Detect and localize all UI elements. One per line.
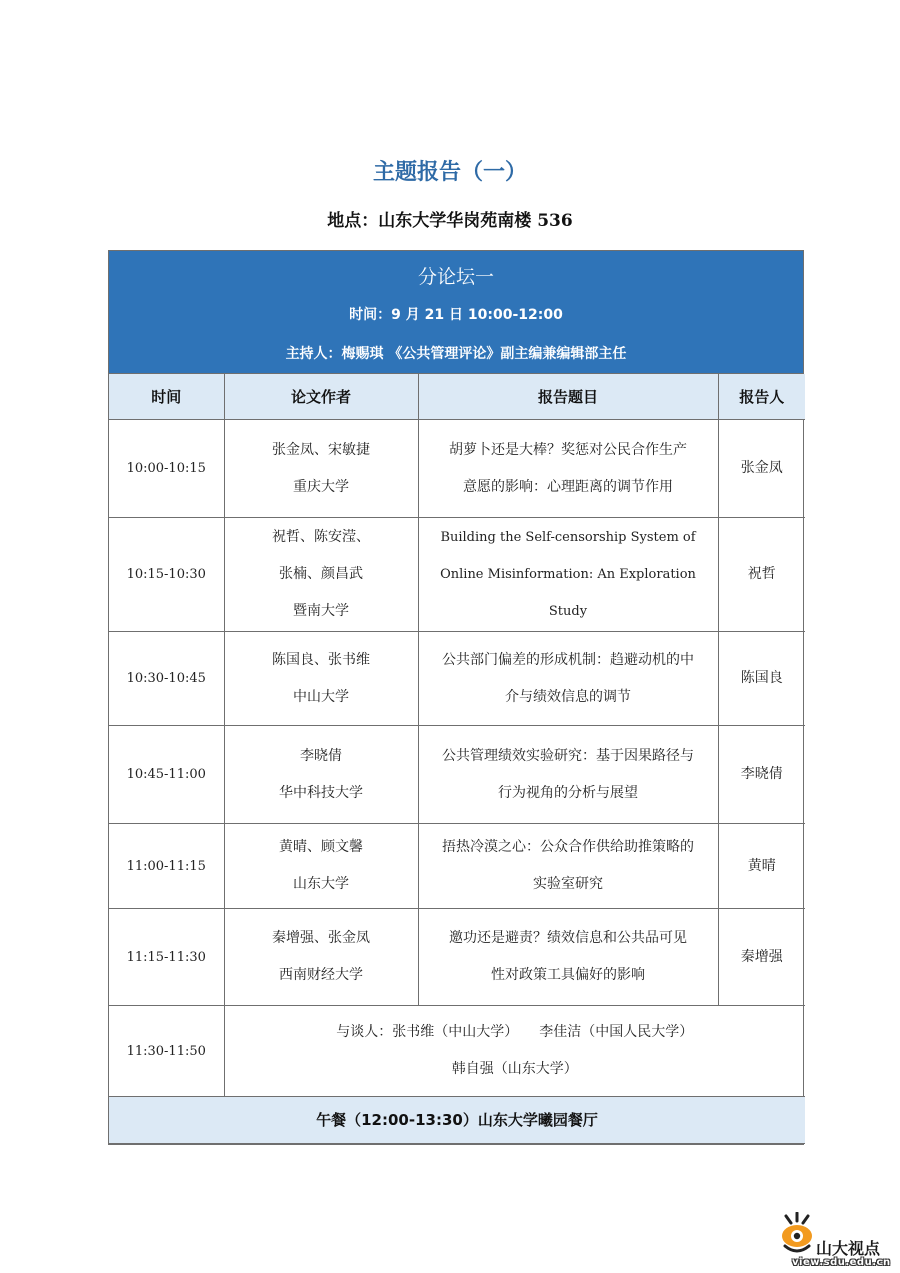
row-presenter: 张金凤 [718,420,805,518]
forum-banner [109,251,803,374]
row-time: 10:45-11:00 [109,726,224,824]
table-row [109,726,805,824]
row-presenter: 祝哲 [718,518,805,632]
row-title [418,518,718,632]
header-time: 时间 [109,374,224,420]
row-time: 10:30-10:45 [109,632,224,726]
table-row [109,518,805,632]
row-time: 11:00-11:15 [109,824,224,909]
watermark-url: view.sdu.edu.cn [792,1257,891,1268]
author-line: 黄晴、顾文馨 [279,839,363,855]
title-line: 实验室研究 [533,876,603,892]
location-line: 地点：山东大学华岗苑南楼 536 [327,211,573,231]
row-time: 10:00-10:15 [109,420,224,518]
row-presenter: 李晓倩 [718,726,805,824]
table-row [109,909,805,1006]
page-title: 主题报告（一） [372,159,527,185]
title-line: 性对政策工具偏好的影响 [491,967,645,983]
row-authors [224,420,418,518]
schedule-table [109,374,805,1144]
author-line: 李晓倩 [300,747,342,764]
forum-name: 分论坛一 [417,266,494,288]
row-title [418,420,718,518]
row-time: 11:15-11:30 [109,909,224,1006]
discussion-row [109,1006,805,1097]
row-title [418,824,718,909]
title-line: 邀功还是避责？绩效信息和公共品可见 [449,930,687,946]
row-authors [224,909,418,1006]
affiliation-line: 暨南大学 [293,603,349,619]
row-presenter: 黄晴 [718,824,805,909]
title-line: 胡萝卜还是大棒？奖惩对公民合作生产 [449,441,687,458]
author-line: 秦增强、张金凤 [272,930,370,946]
discussion-time: 11:30-11:50 [109,1006,224,1097]
discussant-line: 韩自强（山东大学） [451,1061,578,1077]
table-row [109,824,805,909]
title-line: 公共管理绩效实验研究：基于因果路径与 [442,747,694,764]
affiliation-line: 山东大学 [293,876,349,892]
row-authors [224,518,418,632]
watermark-name: 山大视点 [816,1239,881,1258]
affiliation-line: 西南财经大学 [279,967,363,983]
row-presenter: 秦增强 [718,909,805,1006]
title-line: 意愿的影响：心理距离的调节作用 [463,478,673,495]
table-header-row [109,374,805,420]
lunch-row [109,1097,805,1144]
forum-host: 主持人：梅赐琪 《公共管理评论》副主编兼编辑部主任 [285,346,627,362]
row-title [418,726,718,824]
title-line: 捂热冷漠之心：公众合作供给助推策略的 [442,839,694,855]
title-line: 行为视角的分析与展望 [498,784,638,801]
forum-time: 时间：9 月 21 日 10:00-12:00 [349,307,563,323]
row-authors [224,824,418,909]
discussants [224,1006,805,1097]
table-row [109,420,805,518]
table-row [109,632,805,726]
row-presenter: 陈国良 [718,632,805,726]
eye-logo-icon [780,1212,814,1256]
title-line: Online Misinformation: An Exploration [440,567,696,582]
affiliation-line: 重庆大学 [293,478,349,495]
title-line: Building the Self-censorship System of [440,530,696,545]
row-title [418,909,718,1006]
title-line: 公共部门偏差的形成机制：趋避动机的中 [442,651,694,668]
watermark-logo [780,1212,895,1270]
header-presenter: 报告人 [718,374,805,420]
discussant-line: 与谈人：张书维（中山大学） 李佳洁（中国人民大学） [336,1024,694,1040]
header-authors: 论文作者 [224,374,418,420]
forum-schedule [108,250,804,1145]
row-time: 10:15-10:30 [109,518,224,632]
author-line: 张金凤、宋敏捷 [272,441,370,458]
author-line: 陈国良、张书维 [272,651,370,668]
row-title [418,632,718,726]
row-authors [224,632,418,726]
title-line: 介与绩效信息的调节 [505,688,631,705]
affiliation-line: 中山大学 [293,688,349,705]
author-line: 张楠、颜昌武 [279,566,363,582]
row-authors [224,726,418,824]
affiliation-line: 华中科技大学 [279,784,363,801]
lunch-info: 午餐（12:00-13:30）山东大学曦园餐厅 [109,1097,805,1144]
title-line: Study [548,604,588,619]
header-title: 报告题目 [418,374,718,420]
author-line: 祝哲、陈安滢、 [272,529,370,545]
